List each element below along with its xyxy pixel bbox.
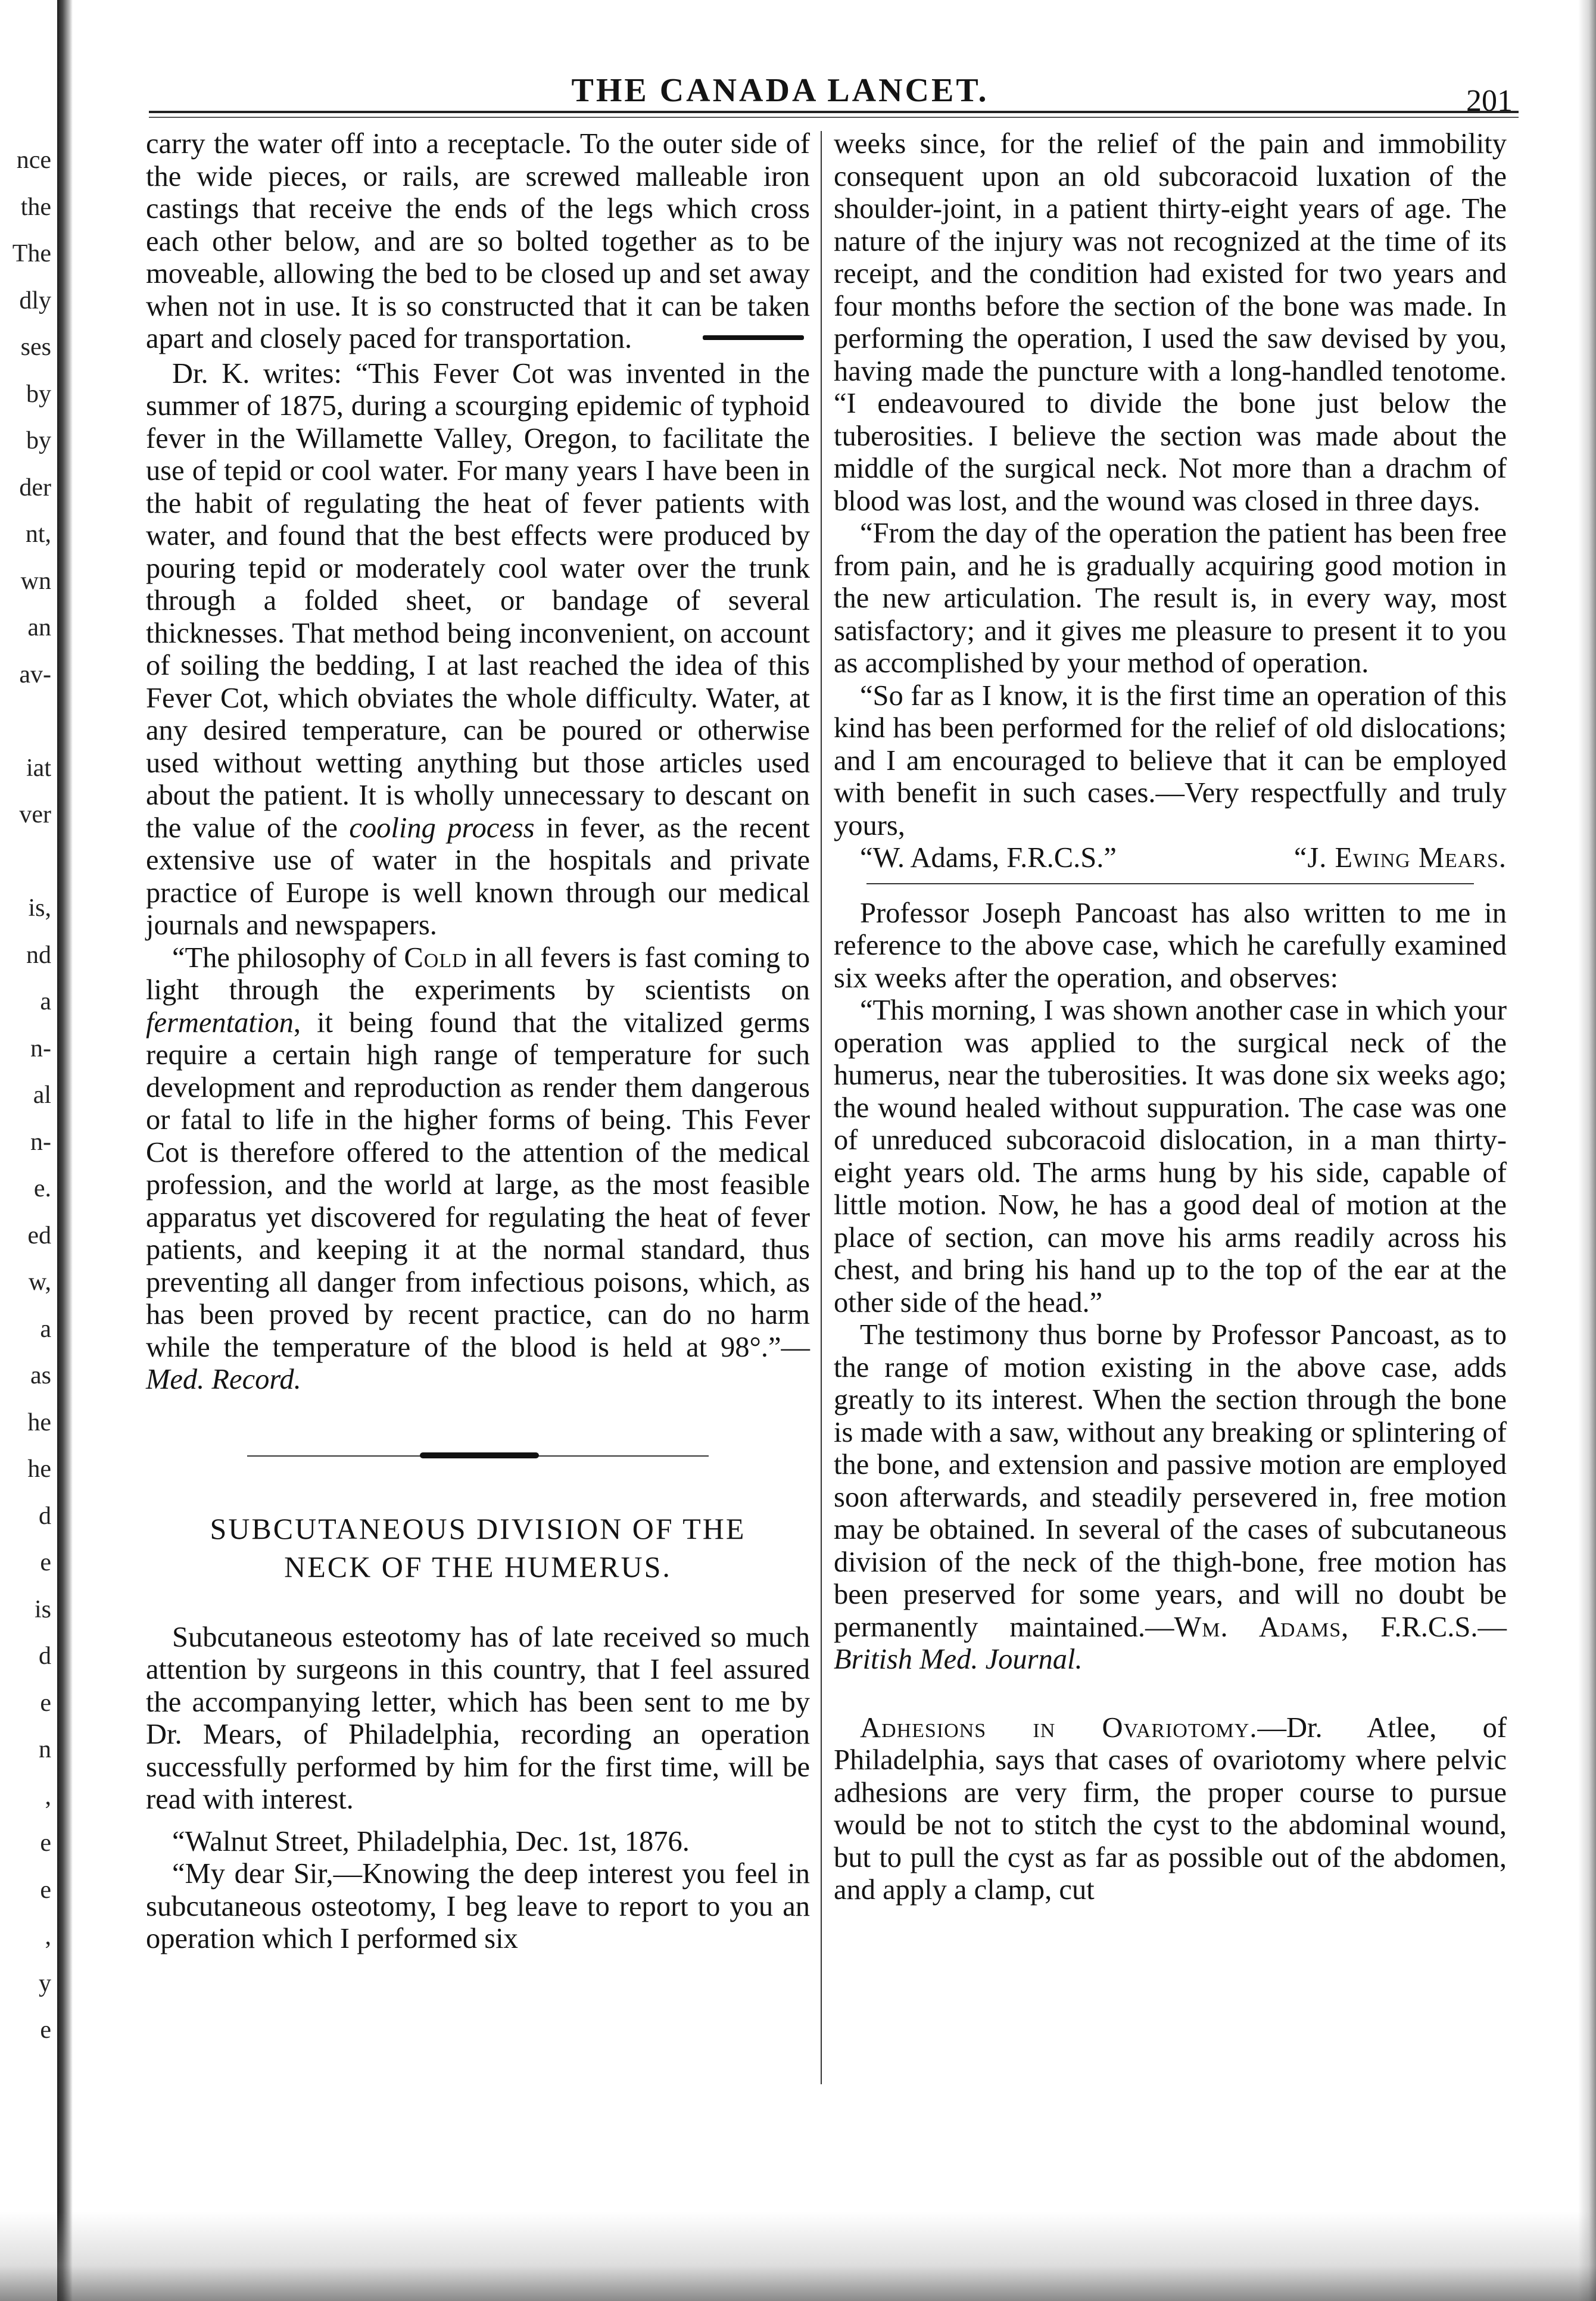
margin-fragment: d: [39, 1502, 51, 1530]
signature-line: [834, 842, 1507, 875]
margin-fragment: ed: [27, 1221, 51, 1249]
italic-term: cooling process: [349, 812, 535, 844]
small-caps-term: Cold: [404, 941, 467, 974]
margin-fragment: he: [27, 1455, 51, 1483]
header-rule-thin: [149, 117, 1519, 118]
margin-fragment: a: [40, 988, 51, 1015]
paragraph: carry the water off into a receptacle. To the outer side of the wide pieces, or rails, are screwed malleable iron castings that receive the ends of the legs which cross each other below, and are so bolted together as to be moveable, allowing the bed to be closed up and set away when not in use. It is so constructed that it can be taken apart and closely paced for transportation.: [146, 128, 810, 354]
page-bottom-shadow: [0, 2212, 1596, 2301]
paragraph: The testimony thus borne by Professor Pancoast, as to the range of motion existing in the above case, adds greatly to its interest. When the section through the bone is made with a saw, without any breaking or splintering of the bone, and extension and passive motion are employed soon afterwards, and steadily persevered in, free motion may be obtained. In several of the cases of subcutaneous division of the neck of the thigh-bone, free motion has been preserved for some years, and will no doubt be permanently maintained.—Wm. Adams, F.R.C.S.—British Med. Journal.: [834, 1319, 1507, 1675]
margin-fragment: a: [40, 1315, 51, 1343]
page-edge: [1578, 0, 1596, 2301]
margin-fragment: d: [39, 1642, 51, 1670]
margin-fragment: wn: [20, 567, 51, 595]
margin-fragment: by: [26, 427, 51, 454]
margin-fragment: iat: [26, 754, 51, 782]
margin-fragment: e: [40, 1689, 51, 1717]
divider-rule: [866, 883, 1474, 884]
margin-fragment: w,: [28, 1268, 51, 1296]
adjacent-page-fragment: [0, 0, 54, 2301]
margin-fragment: nce: [16, 146, 51, 174]
margin-fragment: nd: [26, 941, 51, 969]
margin-fragment: ,: [45, 1923, 51, 1950]
margin-fragment: [4, 698, 51, 745]
margin-fragment: e.: [33, 1175, 51, 1202]
paragraph: “My dear Sir,—Knowing the deep interest you feel in subcutaneous osteotomy, I beg leave to report to you an operation which I performed six: [146, 1858, 810, 1954]
paragraph: “This morning, I was shown another case in which your operation was applied to the surgical neck of the humerus, near the tuberosities. It was done six weeks ago; the wound healed without suppuration. The case was one of unreduced subcoracoid dislocation, in a man thirty-eight years old. The arms hung by his side, capable of little motion. Now, he has a good deal of motion at the place of section, can move his arms readily across his chest, and bring his hand up to the top of the ear at the other side of the head.”: [834, 994, 1507, 1318]
margin-fragment: e: [40, 2016, 51, 2044]
margin-fragment: as: [30, 1362, 51, 1389]
margin-fragment: he: [27, 1408, 51, 1436]
margin-fragment: der: [19, 473, 51, 501]
binding-shadow: [57, 0, 73, 2301]
margin-fragment: [4, 838, 51, 886]
paragraph: Professor Joseph Pancoast has also written to me in reference to the above case, which he carefully examined six weeks after the operation, and observes:: [834, 897, 1507, 994]
margin-fragment: is: [34, 1595, 51, 1623]
margin-fragment: ses: [20, 333, 51, 361]
paragraph: Adhesions in Ovariotomy.—Dr. Atlee, of Philadelphia, says that cases of ovariotomy where pelvic adhesions are very firm, the proper course to pursue would be not to stitch the cyst to the abdominal wound, but to pull the cyst as far as possible out of the abdomen, and apply a clamp, cut: [834, 1711, 1507, 1906]
column-divider: [821, 131, 822, 2084]
signature-adams: “W. Adams, F.R.C.S.”: [860, 842, 1117, 874]
margin-fragment: is,: [28, 894, 51, 922]
margin-fragment: an: [27, 614, 51, 641]
signature-mears: “J. Ewing Mears.: [1293, 842, 1507, 874]
margin-fragment: n: [39, 1736, 51, 1763]
margin-fragment: nt,: [25, 520, 51, 548]
section-ornament: [146, 1444, 810, 1468]
margin-fragment: e: [40, 1876, 51, 1904]
page-number: 201: [1466, 84, 1513, 118]
right-column: [834, 128, 1507, 1907]
paragraph: “The philosophy of Cold in all fevers is fast coming to light through the experiments by scientists on fermentation, it being found that the vitalized germs require a certain high range of temperature for such development and reproduction as render them dangerous or fatal to life in the higher forms of being. This Fever Cot is therefore offered to the attention of the medical profession, and the world at large, as the most feasible apparatus yet discovered for regulating the heat of fever patients, and keeping it at the normal standard, thus preventing all danger from infectious poisons, which, as has been proved by recent practice, can do no harm while the temperature of the blood is held at 98°.”—Med. Record.: [146, 941, 810, 1395]
margin-fragment: e: [40, 1549, 51, 1576]
margin-fragment: n-: [30, 1034, 51, 1062]
margin-fragment: al: [33, 1081, 51, 1109]
margin-fragment: The: [12, 240, 51, 267]
margin-fragment: dly: [19, 286, 51, 314]
margin-fragment: e: [40, 1829, 51, 1857]
section-heading: SUBCUTANEOUS DIVISION OF THE NECK OF THE HUMERUS.: [210, 1511, 746, 1583]
left-column: [146, 128, 810, 1956]
header-rule: [149, 111, 1519, 113]
small-caps-author: Wm. Adams,: [1174, 1611, 1349, 1643]
paragraph: “From the day of the operation the patient has been free from pain, and he is gradually acquiring good motion in the new articulation. The result is, in every way, most satisfactory; and it gives me pleasure to present it to you as accomplished by your method of operation.: [834, 517, 1507, 679]
margin-fragment: by: [26, 380, 51, 408]
article-heading: Adhesions in Ovariotomy.: [860, 1711, 1258, 1744]
paragraph: Dr. K. writes: “This Fever Cot was invented in the summer of 1875, during a scourging epidemic of typhoid fever in the Willamette Valley, Oregon, to facilitate the use of tepid or cool water. For many years I have been in the habit of regulating the heat of fever patients with water, and found that the best effects were produced by pouring tepid or moderately cool water over the trunk through a folded sheet, or bandage of several thicknesses. That method being inconvenient, on account of soiling the bedding, I at last reached the idea of this Fever Cot, which obviates the whole difficulty. Water, at any desired temperature, can be poured or otherwise used without wetting anything but those articles used about the patient. It is wholly unnecessary to descant on the value of the cooling process in fever, as the recent extensive use of water in the hospitals and private practice of Europe is well known through our medical journals and newspapers.: [146, 357, 811, 941]
paragraph: Subcutaneous esteotomy has of late received so much attention by surgeons in this country, that I feel assured the accompanying letter, which has been sent to me by Dr. Mears, of Philadelphia, recording an operation successfully performed by him for the first time, will be read with interest.: [146, 1621, 810, 1815]
margin-fragment: ver: [19, 801, 51, 828]
correction-mark: [703, 335, 804, 340]
paragraph: “So far as I know, it is the first time an operation of this kind has been performed for the relief of old dislocations; and I am encouraged to believe that it can be employed with benefit in such cases.—Very respectfully and truly yours,: [834, 679, 1507, 841]
paragraph: weeks since, for the relief of the pain and immobility consequent upon an old subcoracoid luxation of the shoulder-joint, in a patient thirty-eight years of age. The nature of the injury was not recognized at the time of its receipt, and the condition had existed for two years and four months before the section of the bone was made. In performing the operation, I used the saw devised by you, having made the puncture with a long-handled tenotome. “I endeavoured to divide the bone just below the tuberosities. I believe the section was made about the middle of the surgical neck. Not more than a drachm of blood was lost, and the wound was closed in three days.: [834, 128, 1507, 517]
italic-term: fermentation: [146, 1006, 294, 1039]
margin-fragment-list: [4, 137, 51, 2054]
journal-title: THE CANADA LANCET.: [571, 72, 989, 109]
margin-fragment: y: [39, 1969, 51, 1997]
margin-fragment: n-: [30, 1128, 51, 1156]
margin-fragment: ,: [45, 1782, 51, 1810]
letter-dateline: “Walnut Street, Philadelphia, Dec. 1st, 1876.: [172, 1825, 690, 1857]
margin-fragment: the: [20, 193, 51, 221]
source-citation: Med. Record.: [146, 1364, 301, 1395]
margin-fragment: av-: [19, 660, 51, 688]
source-citation: British Med. Journal.: [834, 1644, 1083, 1675]
